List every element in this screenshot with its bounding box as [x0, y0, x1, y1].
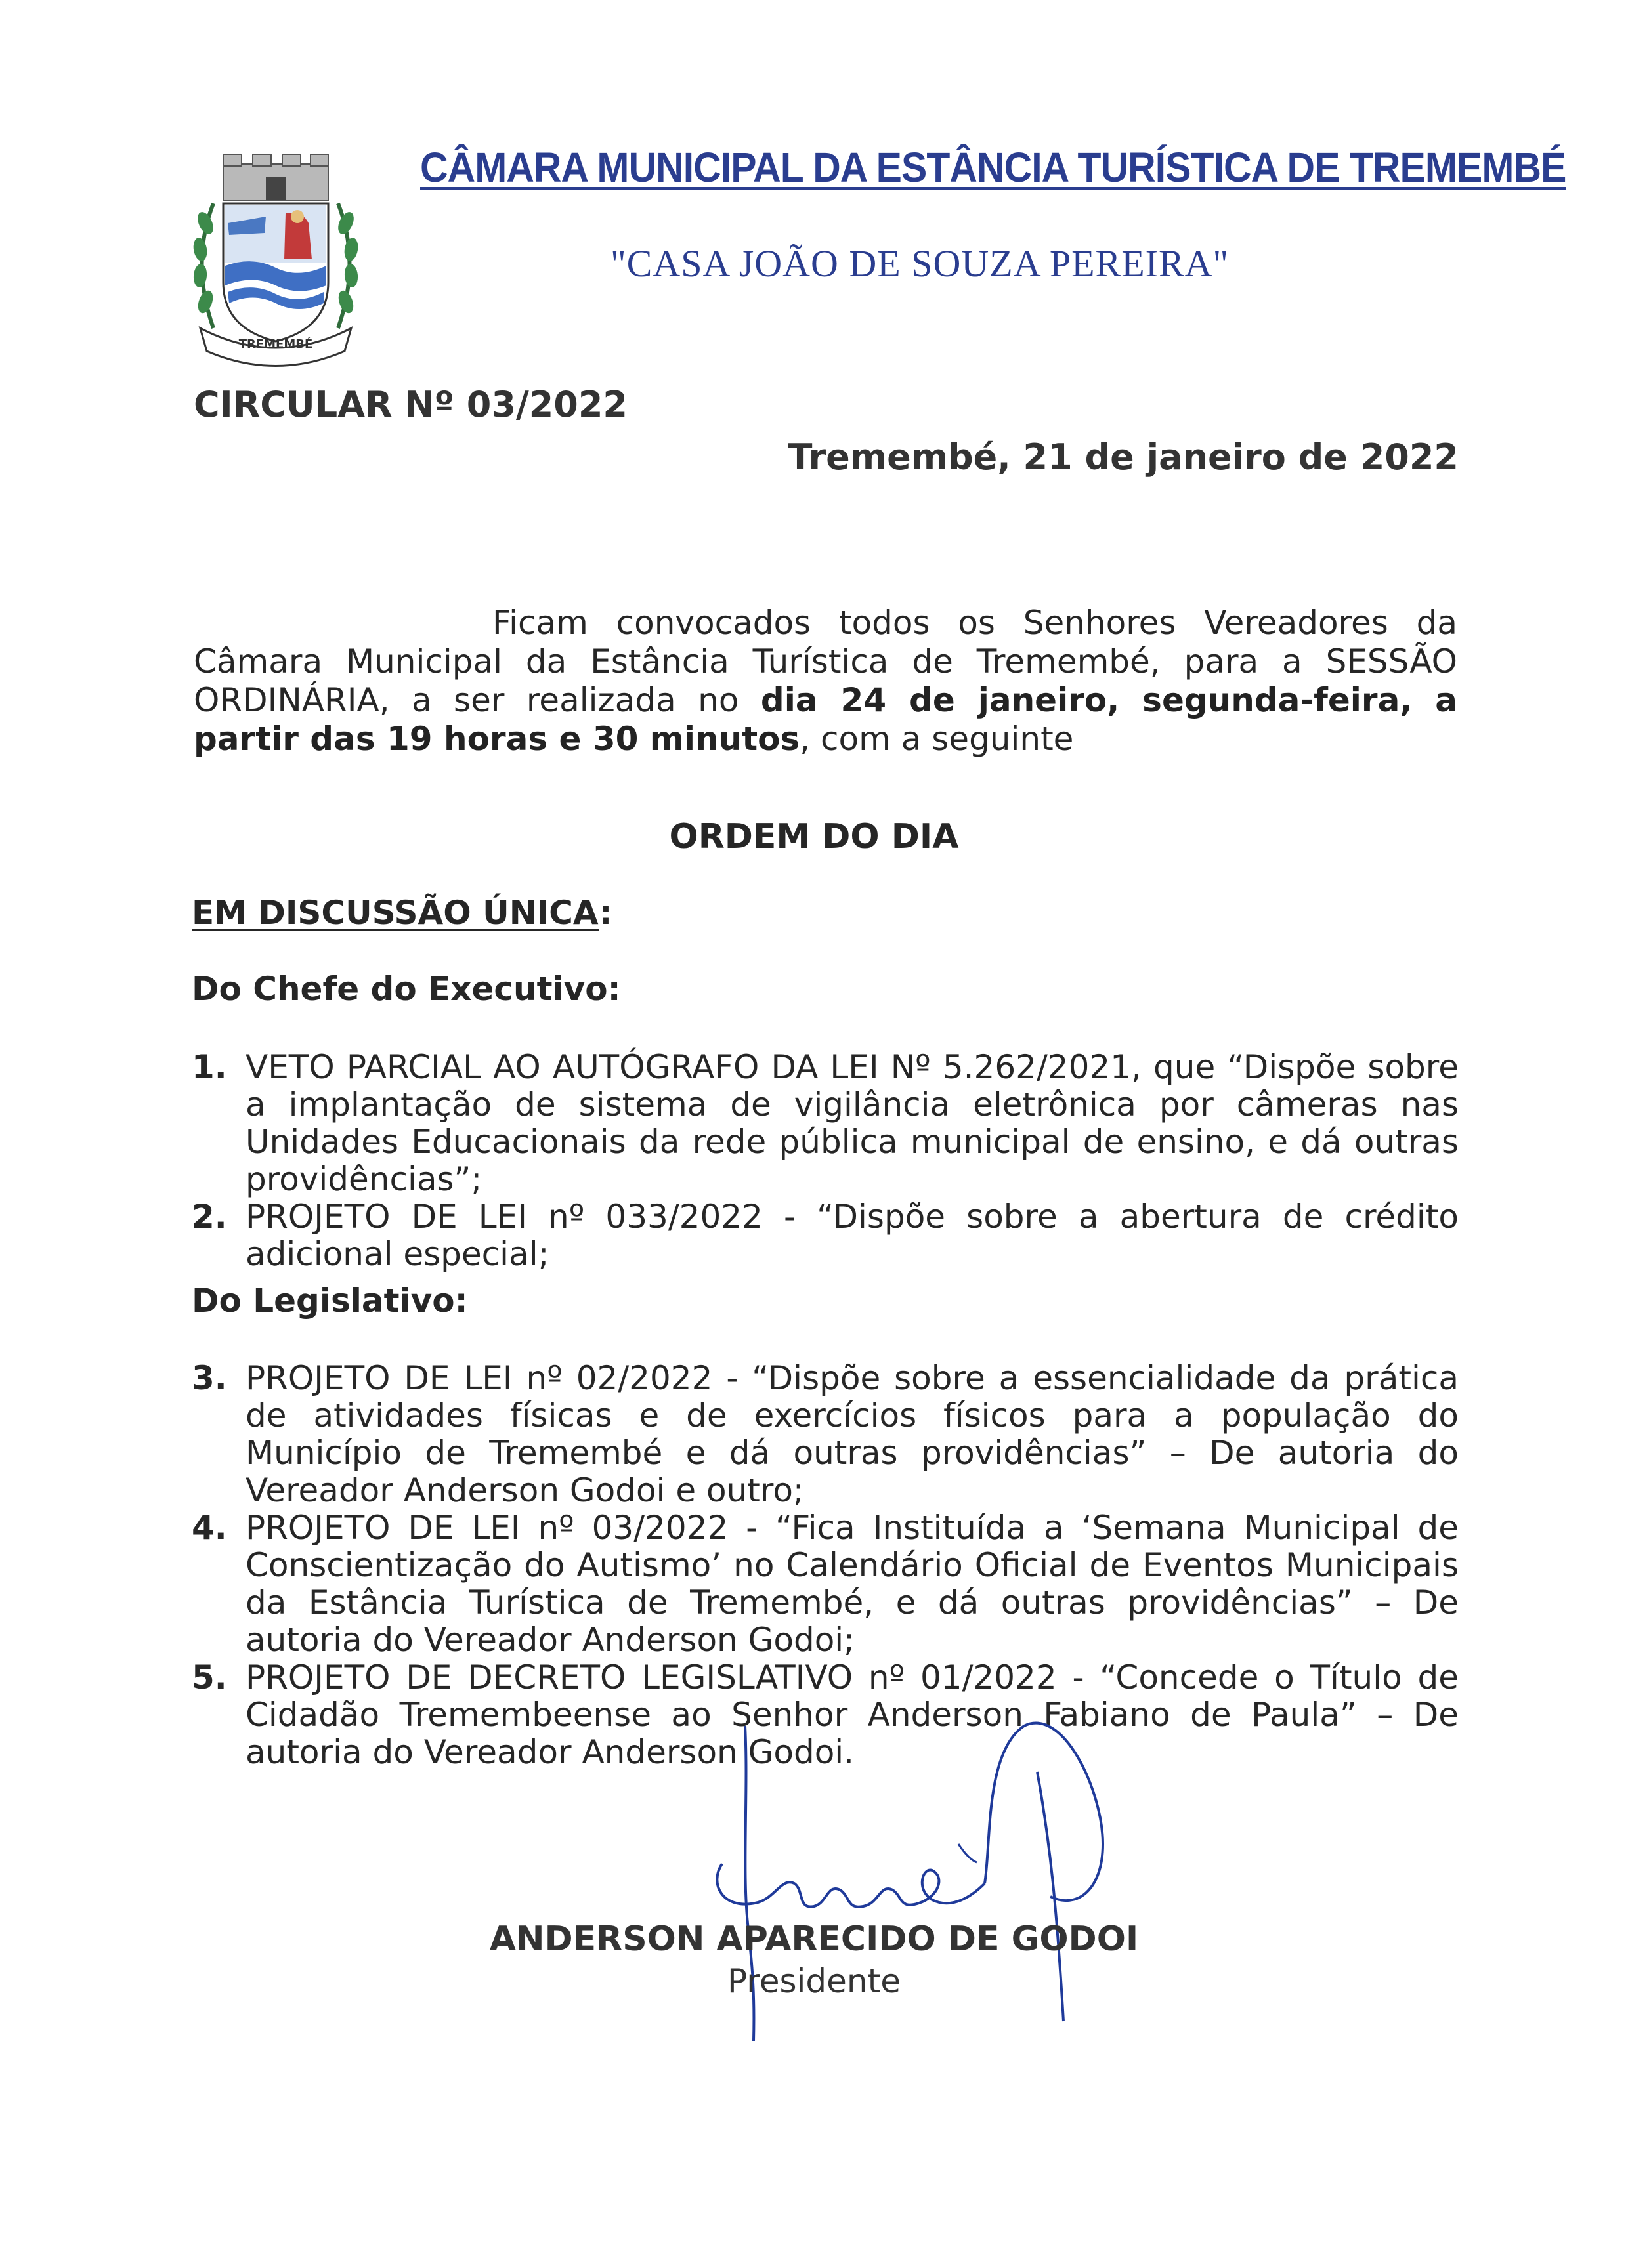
- executive-heading: Do Chefe do Executivo:: [192, 970, 621, 1008]
- item-number: 1.: [192, 1048, 227, 1086]
- section-heading: [192, 894, 612, 932]
- list-item: [192, 1049, 1459, 1198]
- convocation-paragraph: [194, 604, 1457, 759]
- item-number: 4.: [192, 1509, 227, 1547]
- place-date: Tremembé, 21 de janeiro de 2022: [788, 436, 1459, 478]
- municipal-crest-logo: [187, 151, 364, 368]
- item-text: PROJETO DE LEI nº 03/2022 - “Fica Instituída a ‘Semana Municipal de Conscientização do Autismo’ no Calendário Oficial de Eventos Municipais da Estância Turística de Tremembé, e dá outras providências” – De autoria do Vereador Anderson Godoi;: [246, 1509, 1459, 1659]
- executive-item-list: [192, 1049, 1459, 1273]
- legislative-heading: Do Legislativo:: [192, 1282, 468, 1320]
- item-text: PROJETO DE LEI nº 033/2022 - “Dispõe sobre a abertura de crédito adicional especial;: [246, 1198, 1459, 1273]
- item-number: 5.: [192, 1658, 227, 1696]
- legislative-item-list: [192, 1360, 1459, 1771]
- handwritten-signature: [683, 1713, 1142, 2054]
- item-text: VETO PARCIAL AO AUTÓGRAFO DA LEI Nº 5.262/2021, que “Dispõe sobre a implantação de sistema de vigilância eletrônica por câmeras nas Unidades Educacionais da rede pública municipal de ensino, e dá outras providências”;: [246, 1048, 1459, 1198]
- section-title: EM DISCUSSÃO ÚNICA: [192, 894, 599, 932]
- agenda-title: ORDEM DO DIA: [669, 817, 959, 856]
- signatory-name: ANDERSON APARECIDO DE GODOI: [489, 1920, 1139, 1959]
- item-number: 2.: [192, 1198, 227, 1236]
- item-text: PROJETO DE DECRETO LEGISLATIVO nº 01/2022 - “Concede o Título de Cidadão Tremembeense ao Senhor Anderson Fabiano de Paula” – De autoria do Vereador Anderson Godoi.: [246, 1658, 1459, 1771]
- list-item: [192, 1360, 1459, 1509]
- circular-number: CIRCULAR Nº 03/2022: [194, 384, 628, 425]
- intro-text: Ficam convocados todos os Senhores Vereadores da Câmara Municipal da Estância Turística de Tremembé, para a SESSÃO ORDINÁRIA, a ser realizada no: [194, 604, 1457, 719]
- section-colon: :: [599, 894, 612, 932]
- chamber-name-heading: CÂMARA MUNICIPAL DA ESTÂNCIA TURÍSTICA DE TREMEMBÉ: [420, 144, 1566, 191]
- signatory-role: Presidente: [727, 1962, 901, 2000]
- list-item: [192, 1509, 1459, 1659]
- session-datetime: dia 24 de janeiro, segunda-feira, a partir das 19 horas e 30 minutos: [194, 681, 1457, 758]
- item-number: 3.: [192, 1359, 227, 1397]
- list-item: [192, 1198, 1459, 1273]
- intro-tail: , com a seguinte: [800, 720, 1074, 758]
- item-text: PROJETO DE LEI nº 02/2022 - “Dispõe sobre a essencialidade da prática de atividades físicas e de exercícios físicos para a população do Município de Tremembé e dá outras providências” – De autoria do Vereador Anderson Godoi e outro;: [246, 1359, 1459, 1509]
- crest-ribbon-text: TREMEMBÉ: [238, 337, 313, 351]
- house-name-subtitle: "CASA JOÃO DE SOUZA PEREIRA": [610, 242, 1230, 285]
